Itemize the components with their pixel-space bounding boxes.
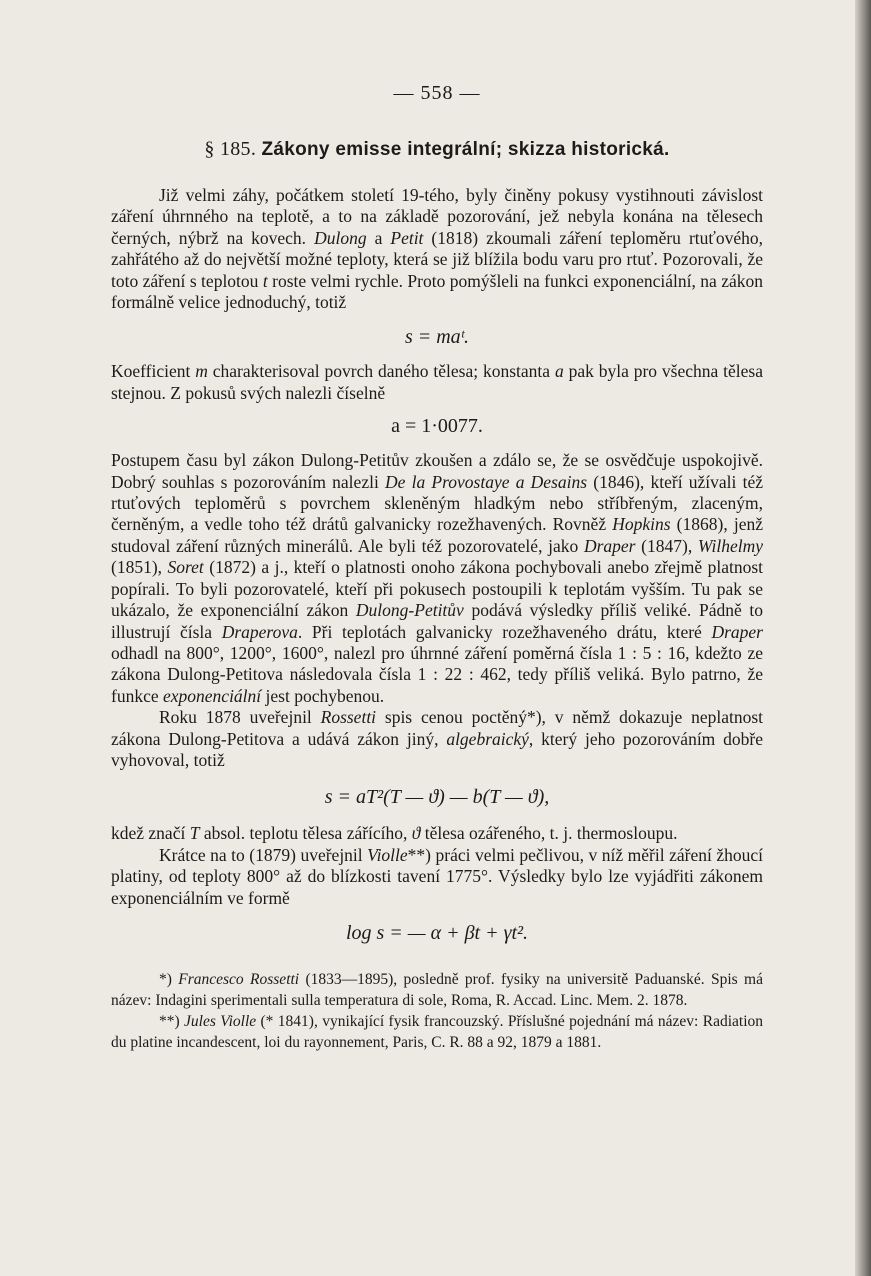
text-run: (1851), xyxy=(111,557,168,578)
italic-text: Draper xyxy=(711,621,763,642)
italic-text: De la Provostaye a Desains xyxy=(385,471,588,492)
text-run: . Při teplotách galvanicky rozežhaveného drátu, které xyxy=(297,621,712,642)
section-heading xyxy=(111,138,763,161)
italic-text: exponenciální xyxy=(163,685,262,706)
italic-text: ϑ xyxy=(411,823,421,844)
text-run: (1872) a j., kteří o platnosti onoho zákona pochybovali anebo zřejmě platnost popírali. To byli pozorovatelé, kteří při pokusech postoupili k teplotám vyšším. Tu pak se ukázalo, že exponenciální zákon xyxy=(111,557,764,621)
paragraph-5 xyxy=(111,823,763,844)
text-run: , který jeho pozorováním dobře vyhovoval, totiž xyxy=(111,728,763,770)
formula-constant: a = 1·0077. xyxy=(391,415,483,438)
text-run: *) xyxy=(159,970,179,988)
page-edge-shadow xyxy=(855,0,871,1276)
text-run: Krátce na to (1879) uveřejnil xyxy=(159,844,368,865)
text-run: **) práci velmi pečlivou, v níž měřil záření žhoucí platiny, od teploty 800° až do blízkosti tavení 1775°. Výsledky bylo lze vyjádřiti zákonem exponenciálním ve formě xyxy=(111,844,763,908)
italic-text: algebraický xyxy=(446,728,529,749)
formula-rossetti: s = aT²(T — ϑ) — b(T — ϑ), xyxy=(324,786,550,809)
italic-text: Wilhelmy xyxy=(697,535,764,556)
footnote-violle xyxy=(111,1011,763,1053)
text-run: roste velmi rychle. Proto pomýšleli na funkci exponenciální, na zákon formálně velice jednoduchý, totiž xyxy=(111,270,763,313)
paragraph-4 xyxy=(111,707,763,771)
text-run: Již velmi záhy, počátkem století 19-tého, byly činěny pokusy vystihnouti závislost záření úhrnného na teplotě, a to na základě pozorování, jež nebyla konána na tělesech černých, nýbrž na kovech. xyxy=(111,185,763,248)
text-run: Postupem času byl zákon Dulong-Petitův zkoušen a zdálo se, že se osvědčuje uspokojivě. Dobrý souhlas s pozorováním nalezli xyxy=(111,450,763,492)
paragraph-6 xyxy=(111,845,763,909)
italic-text: Dulong xyxy=(314,227,367,248)
italic-text: Rossetti xyxy=(320,707,377,728)
section-title: Zákony emisse integrální; skizza historická. xyxy=(261,139,670,160)
italic-text: Hopkins xyxy=(612,514,671,535)
italic-text: Draperova xyxy=(221,621,298,642)
italic-text: Francesco Rossetti xyxy=(178,970,300,988)
text-run: (1868), jenž studoval záření různých minerálů. Ale byli též pozorovatelé, jako xyxy=(111,514,763,556)
italic-text: Soret xyxy=(167,557,204,578)
formula-exponential: s = maᵗ. xyxy=(404,326,470,349)
text-run: (1833—1895), posledně prof. fysiky na universitě Paduanské. Spis má název: Indagini sperimentali sulla temperatura di sole, Roma, R. Accad. Linc. Mem. 2. 1878. xyxy=(111,970,763,1009)
text-run: podává výsledky příliš veliké. Pádně to illustrují čísla xyxy=(111,600,763,642)
paragraph-2 xyxy=(111,361,763,404)
italic-text: T xyxy=(189,823,200,844)
page-number: — 558 — xyxy=(393,82,481,104)
text-run: Roku 1878 uveřejnil xyxy=(159,707,321,728)
text-run: (1818) zkoumali záření teploměru rtuťového, zahřátého až do největší možné teploty, která se již blížila bodu varu pro rtuť. Pozorovali, že toto záření s teplotou xyxy=(111,227,763,291)
text-run: jest pochybenou. xyxy=(261,685,385,706)
text-run: spis cenou poctěný*), v němž dokazuje neplatnost zákona Dulong-Petitova a udává zákon jiný, xyxy=(111,707,763,749)
text-run: a xyxy=(366,227,391,248)
italic-text: Petit xyxy=(390,227,424,248)
text-run: pak byla pro všechna tělesa stejnou. Z pokusů svých nalezli číselně xyxy=(111,361,763,403)
paragraph-1 xyxy=(111,185,763,313)
italic-text: Violle xyxy=(367,844,408,865)
footnotes xyxy=(111,969,763,1053)
text-run: tělesa ozářeného, t. j. thermosloupu. xyxy=(420,823,678,844)
text-run: (1847), xyxy=(635,535,698,556)
section-number: § 185. xyxy=(204,138,257,160)
formula-violle: log s = — α + βt + γt². xyxy=(345,921,529,944)
italic-text: a xyxy=(554,361,564,382)
text-run: kdež značí xyxy=(111,823,190,844)
text-run: Koefficient xyxy=(111,361,196,382)
italic-text: Jules Violle xyxy=(184,1012,257,1030)
text-run: odhadl na 800°, 1200°, 1600°, nalezl pro úhrnné záření poměrná čísla 1 : 5 : 16, kdežto ze zákona Dulong-Petitova následovala čísla 1 : 22 : 462, tedy příliš veliká. Bylo patrno, že funkce xyxy=(111,642,763,706)
italic-text: t xyxy=(262,270,268,291)
footnote-rossetti xyxy=(111,969,763,1011)
text-run: absol. teplotu tělesa zářícího, xyxy=(199,823,412,844)
text-run: (1846), kteří užívali též rtuťových teploměrů s povrchem skleněným hladkým nebo stříbřeným, zlaceným, černěným, a vedle toho též drátů galvanicky rozežhavených. Rovněž xyxy=(111,471,763,535)
italic-text: Draper xyxy=(583,535,636,556)
italic-text: m xyxy=(195,361,208,382)
paragraph-3 xyxy=(111,450,763,707)
text-run: charakterisoval povrch daného tělesa; konstanta xyxy=(207,361,555,382)
text-run: **) xyxy=(159,1012,185,1030)
page-content xyxy=(111,82,763,1053)
italic-text: Dulong-Petitův xyxy=(355,600,464,621)
text-run: (* 1841), vynikající fysik francouzský. Příslušné pojednání má název: Radiation du platine incandescent, loi du rayonnement, Paris, C. R. 88 a 92, 1879 a 1881. xyxy=(111,1012,763,1051)
